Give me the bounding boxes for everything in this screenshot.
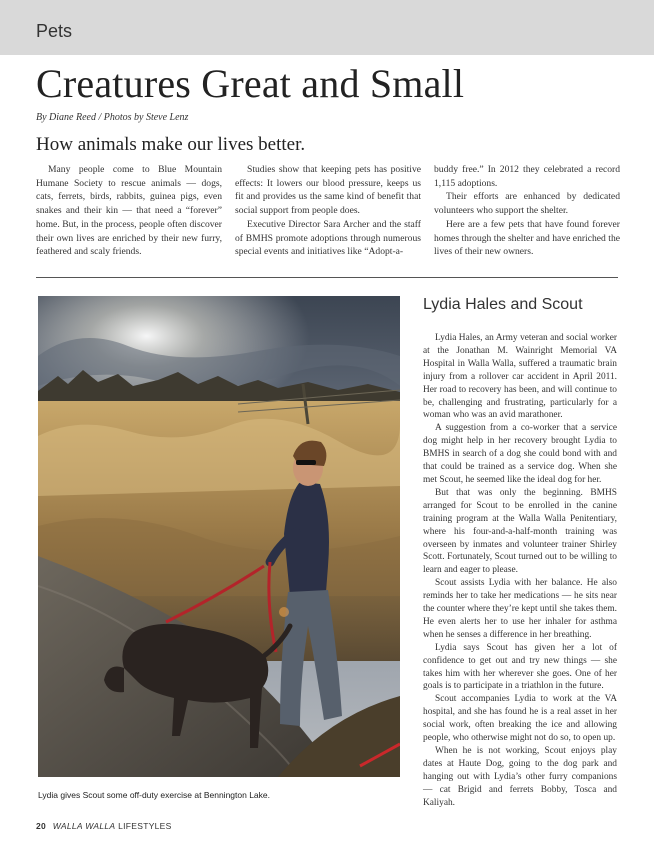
magazine-suffix: LIFESTYLES — [118, 821, 172, 831]
intro-paragraph: Studies show that keeping pets has positive effects: It lowers our blood pressure, keeps us fit and provides us the same kind of benefit that social support from people does. — [235, 164, 421, 217]
story-paragraph: Lydia says Scout has given her a lot of confidence to get out and try new things — she takes him with her wherever she goes. One of her goals is to participate in a triathlon in the future. — [423, 642, 617, 692]
section-header-bar — [0, 0, 654, 55]
story-paragraph: Scout accompanies Lydia to work at the VA hospital, and she has found he is a real asset in her social work, often breaking the ice and allowing people, who otherwise might not do so, to open up. — [423, 694, 617, 744]
story-heading: Lydia Hales and Scout — [423, 296, 583, 313]
article-title: Creatures Great and Small — [36, 61, 465, 106]
intro-paragraph: Many people come to Blue Mountain Humane Society to rescue animals — dogs, cats, ferrets, birds, rabbits, guinea pigs, even snakes and their kin — that need a “forever” home. But, in the process, people often discover their own lives are enriched by their new furry, feathered and scaly friends. — [36, 164, 222, 258]
intro-paragraph: Executive Director Sara Archer and the staff of BMHS promote adoptions through numerous special events and initiatives like “Adopt-a- — [235, 218, 421, 258]
section-label: Pets — [36, 21, 73, 41]
divider-rule — [36, 277, 618, 278]
intro-paragraph: Their efforts are enhanced by dedicated volunteers who support the shelter. — [434, 191, 620, 217]
page-folio — [36, 821, 172, 831]
story-paragraph: Lydia Hales, an Army veteran and social worker at the Jonathan M. Wainright Memorial VA Hospital in Walla Walla, suffered a traumatic brain injury from a rollover car accident in April 2011. Her road to recovery has been, and will continue to be, challenging and frustrating, particularly for a woman who was an avid marathoner. — [423, 333, 617, 421]
story-body — [423, 332, 617, 810]
page-number: 20 — [36, 821, 47, 831]
feature-photo — [38, 296, 400, 777]
intro-paragraph: buddy free.” In 2012 they celebrated a record 1,115 adoptions. — [434, 164, 620, 189]
story-paragraph: When he is not working, Scout enjoys play dates at Haute Dog, going to the dog park and hanging out with Lydia’s other furry companions — cat Brigid and ferrets Bobby, Tosca and Kaliyah. — [423, 746, 617, 808]
byline: By Diane Reed / Photos by Steve Lenz — [36, 112, 189, 123]
article-subtitle: How animals make our lives better. — [36, 134, 306, 155]
intro-column-1 — [36, 163, 222, 259]
story-paragraph: A suggestion from a co-worker that a service dog might help in her recovery brought Lydia to BMHS in search of a dog she could bond with and that could be trained as a service dog. When she met Scout, he seemed like the ideal dog for her. — [423, 423, 617, 485]
magazine-name: WALLA WALLA — [52, 821, 116, 831]
photo-caption: Lydia gives Scout some off-duty exercise at Bennington Lake. — [38, 790, 270, 800]
story-paragraph: Scout assists Lydia with her balance. He also reminds her to take her medications — he sits near the counter where they’re kept until she takes them. He even alerts her to use her inhaler for asthma when he senses a difference in her breathing. — [423, 578, 617, 640]
intro-column-3 — [434, 163, 620, 259]
intro-paragraph: Here are a few pets that have found forever homes through the shelter and have enriched the lives of their new owners. — [434, 218, 620, 258]
story-paragraph: But that was only the beginning. BMHS arranged for Scout to be enrolled in the canine training program at the Walla Walla Penitentiary, where his four-and-a-half-month training was overseen by inmates and volunteer trainer Shirley Scott. Fortunately, Scout turned out to be willing to learn and eager to please. — [423, 487, 617, 576]
intro-column-2 — [235, 163, 421, 259]
